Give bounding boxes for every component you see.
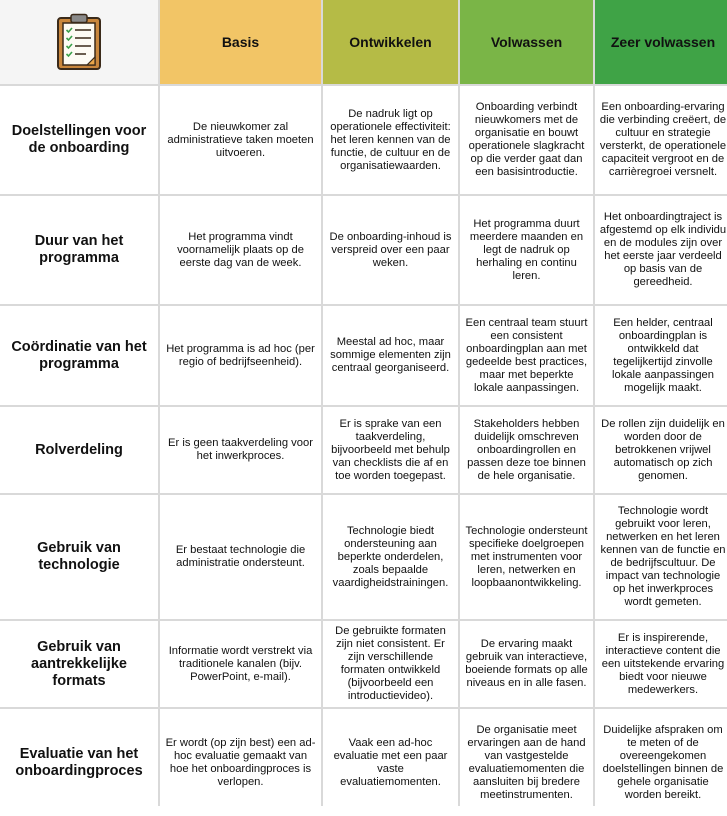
row-label-evaluatie: Evaluatie van het onboardingproces (0, 709, 158, 816)
cell-coordinatie-volwassen: Een centraal team stuurt een consistent onboardingplan aan met gedeelde best practices, maar met beperkte lokale aanpassingen. (460, 306, 593, 405)
row-label-duur: Duur van het programma (0, 196, 158, 304)
cell-duur-volwassen: Het programma duurt meerdere maanden en legt de nadruk op herhaling en continu leren. (460, 196, 593, 304)
header-zeer-volwassen: Zeer volwassen (595, 0, 727, 84)
clipboard-cell (0, 0, 158, 84)
cell-evaluatie-ontwikkelen: Vaak een ad-hoc evaluatie met een paar vaste evaluatiemomenten. (323, 709, 458, 816)
cell-coordinatie-basis: Het programma is ad hoc (per regio of bedrijfseenheid). (160, 306, 321, 405)
cell-technologie-volwassen: Technologie ondersteunt specifieke doelgroepen met instrumenten voor leren, netwerken en loopbaanontwikkeling. (460, 495, 593, 619)
cell-coordinatie-ontwikkelen: Meestal ad hoc, maar sommige elementen zijn centraal georganiseerd. (323, 306, 458, 405)
cell-rolverdeling-basis: Er is geen taakverdeling voor het inwerkproces. (160, 407, 321, 493)
cell-formats-ontwikkelen: De gebruikte formaten zijn niet consistent. Er zijn verschillende formaten ontwikkeld (bijvoorbeeld een introductievideo). (323, 621, 458, 707)
row-label-rolverdeling: Rolverdeling (0, 407, 158, 493)
row-label-formats: Gebruik van aantrekkelijke formats (0, 621, 158, 707)
header-volwassen: Volwassen (460, 0, 593, 84)
cell-rolverdeling-ontwikkelen: Er is sprake van een taakverdeling, bijvoorbeeld met behulp van checklists die af en toe worden toegepast. (323, 407, 458, 493)
row-label-technologie: Gebruik van technologie (0, 495, 158, 619)
cell-rolverdeling-zeer-volwassen: De rollen zijn duidelijk en worden door de betrokkenen vrijwel automatisch op zich genomen. (595, 407, 727, 493)
clipboard-checklist-icon (56, 13, 102, 71)
header-basis: Basis (160, 0, 321, 84)
cell-technologie-ontwikkelen: Technologie biedt ondersteuning aan beperkte onderdelen, zoals bepaalde vaardigheidstrainingen. (323, 495, 458, 619)
cell-duur-ontwikkelen: De onboarding-inhoud is verspreid over een paar weken. (323, 196, 458, 304)
cell-coordinatie-zeer-volwassen: Een helder, centraal onboardingplan is ontwikkeld dat tegelijkertijd zinvolle lokale aanpassingen mogelijk maakt. (595, 306, 727, 405)
cell-evaluatie-basis: Er wordt (op zijn best) een ad-hoc evaluatie gemaakt van hoe het onboardingproces is verlopen. (160, 709, 321, 816)
cell-formats-zeer-volwassen: Er is inspirerende, interactieve content die een uitstekende ervaring biedt voor nieuwe medewerkers. (595, 621, 727, 707)
cell-doelstellingen-ontwikkelen: De nadruk ligt op operationele effectiviteit: het leren kennen van de functie, de cultuur en de organisatiewaarden. (323, 86, 458, 194)
cell-technologie-zeer-volwassen: Technologie wordt gebruikt voor leren, netwerken en het leren kennen van de functie en de bedrijfscultuur. De impact van technologie op het inwerkproces wordt gemeten. (595, 495, 727, 619)
cell-formats-basis: Informatie wordt verstrekt via traditionele kanalen (bijv. PowerPoint, e-mail). (160, 621, 321, 707)
cell-formats-volwassen: De ervaring maakt gebruik van interactieve, boeiende formats op alle niveaus en in alle fasen. (460, 621, 593, 707)
cell-doelstellingen-zeer-volwassen: Een onboarding-ervaring die verbinding creëert, de cultuur en strategie versterkt, de operationele capaciteit vergroot en de carrièregroei versnelt. (595, 86, 727, 194)
cell-duur-zeer-volwassen: Het onboardingtraject is afgestemd op elk individu en de modules zijn over het eerste jaar verdeeld op basis van de gereedheid. (595, 196, 727, 304)
row-label-doelstellingen: Doelstellingen voor de onboarding (0, 86, 158, 194)
header-ontwikkelen: Ontwikkelen (323, 0, 458, 84)
cell-evaluatie-volwassen: De organisatie meet ervaringen aan de hand van vastgestelde evaluatiemomenten die aansluiten bij bredere meetinstrumenten. (460, 709, 593, 816)
cell-duur-basis: Het programma vindt voornamelijk plaats op de eerste dag van de week. (160, 196, 321, 304)
cell-evaluatie-zeer-volwassen: Duidelijke afspraken om te meten of de overeengekomen doelstellingen binnen de gehele organisatie worden bereikt. (595, 709, 727, 816)
cell-rolverdeling-volwassen: Stakeholders hebben duidelijk omschreven onboardingrollen en passen deze toe binnen de hele organisatie. (460, 407, 593, 493)
cell-technologie-basis: Er bestaat technologie die administratie ondersteunt. (160, 495, 321, 619)
row-label-coordinatie: Coördinatie van het programma (0, 306, 158, 405)
cell-doelstellingen-basis: De nieuwkomer zal administratieve taken moeten uitvoeren. (160, 86, 321, 194)
cell-doelstellingen-volwassen: Onboarding verbindt nieuwkomers met de organisatie en bouwt operationele slagkracht op die verder gaat dan een basisintroductie. (460, 86, 593, 194)
